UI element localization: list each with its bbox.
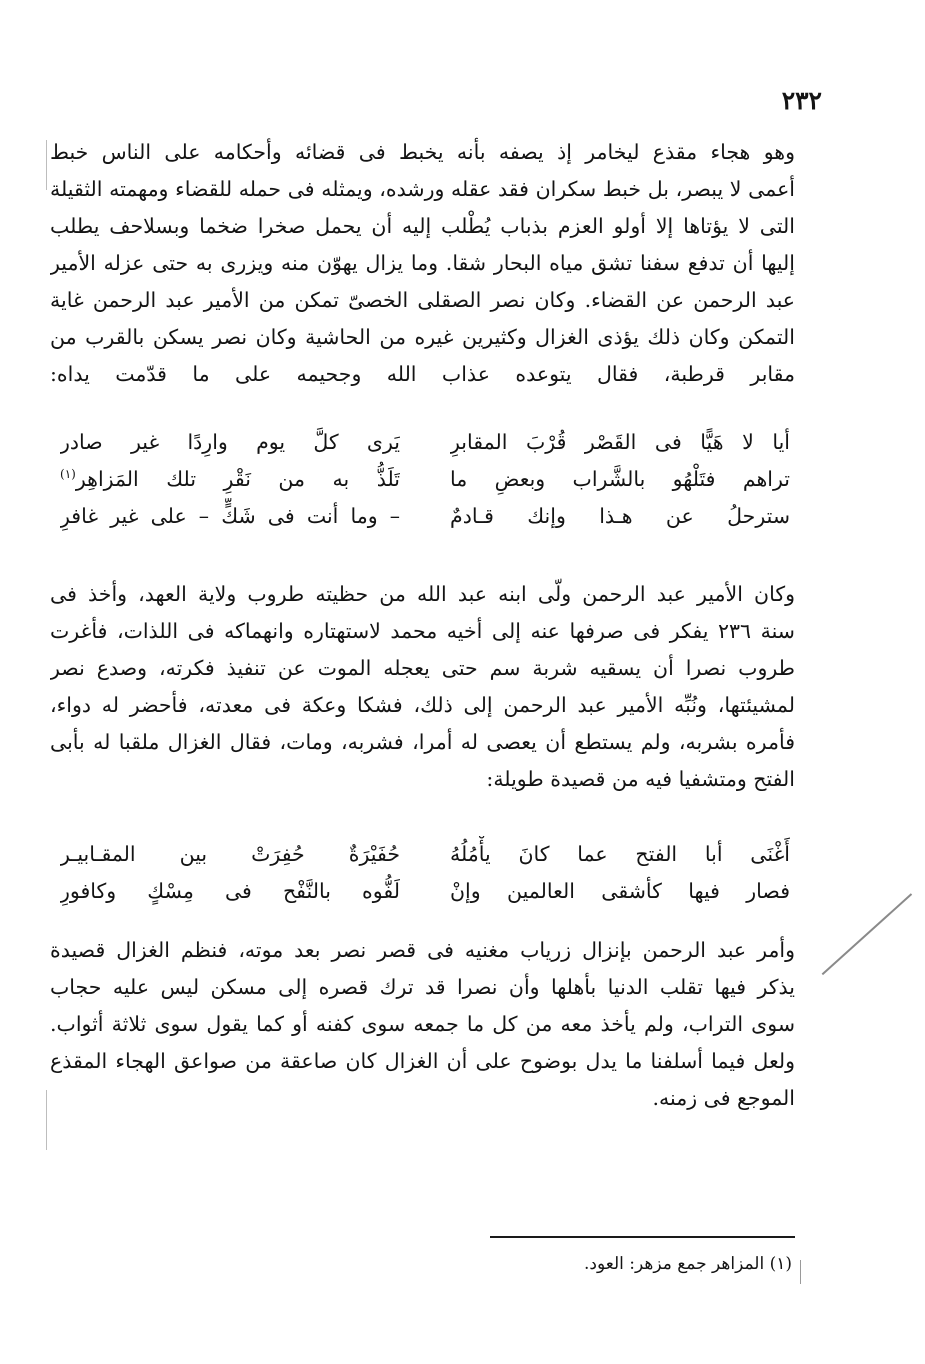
verse-second-hemistich-text: تَلَذُّ به من نَقْرِ تلك المَزاهِر bbox=[75, 467, 400, 491]
footnote-divider bbox=[490, 1236, 795, 1238]
text-line: طروب نصرا أن يسقيه شربة سم حتى يعجله الموت عن تنفيذ فكرته، وصدع نصر bbox=[50, 656, 795, 680]
text-line: مقابر قرطبة، فقال يتوعده عذاب الله وجحيمه على ما قدّمت يداه: bbox=[50, 362, 795, 386]
verse-second-hemistich bbox=[60, 461, 400, 498]
pen-stroke-mark bbox=[822, 893, 912, 974]
verse-first-hemistich: تراهم فتَلْهُو بالشَّراب وبعضِ ما bbox=[450, 467, 790, 491]
poem-2 bbox=[60, 836, 790, 910]
verse bbox=[60, 424, 790, 461]
verse-second-hemistich: حُفَيْرَةٌ حُفِرَتْ بين المقـابيـر bbox=[60, 842, 400, 866]
footnote: (١) المزاهر جمع مزهر: العود. bbox=[583, 1254, 792, 1274]
text-line: التمكن وكان ذلك يؤذى الغزال وكثيرين غيره من الحاشية وكان نصر يسكن بالقرب من bbox=[50, 325, 795, 349]
text-line: التى لا يؤتاها إلا أولو العزم بذباب يُطْلب إليه أن يحمل صخرا ضخما وبسلاحف يطلب bbox=[50, 214, 795, 238]
text-line: عبد الرحمن عن القضاء. وكان نصر الصقلى الخصىّ تمكن من الأمير عبد الرحمن غاية bbox=[50, 288, 795, 312]
verse-first-hemistich: أَغْنَى أبا الفتح عما كانَ يأْمُلُهُ bbox=[450, 842, 790, 866]
verse-first-hemistich: أيا لا هَيًّا فى القَصْر قُرْبَ المقابرِ bbox=[450, 430, 790, 454]
text-line: وكان الأمير عبد الرحمن ولّى ابنه عبد الله من حظيته طروب ولاية العهد، وأخذ فى bbox=[50, 582, 795, 606]
text-line: لمشيئتها، ونُبِّه الأمير عبد الرحمن إلى ذلك، فشكا وعكة فى معدته، فأحضر له دواء، bbox=[50, 693, 795, 717]
verse-second-hemistich: يَرى كلَّ يوم وارِدًا غير صادر bbox=[60, 430, 400, 454]
text-line: إليها أن تدفع سفنا تشق مياه البحار شقا. وما يزال يهوّن منه ويزرى به حتى عزله الأمير bbox=[50, 251, 795, 275]
text-line: الموجع فى زمنه. bbox=[652, 1086, 795, 1110]
text-line: سنة ٢٣٦ يفكر فى صرفها عنه إلى أخيه محمد لاستهتاره وانهماكه فى اللذات، فأغرت bbox=[50, 619, 795, 643]
margin-scan-line bbox=[46, 1090, 47, 1150]
margin-scan-line bbox=[800, 1260, 801, 1284]
text-line: أعمى لا يبصر، بل خبط سكران فقد عقله ورشده، ويمثله فى حمله للقضاء ومهمته الثقيلة bbox=[50, 177, 795, 201]
verse bbox=[60, 461, 790, 498]
footnote-marker: (١) bbox=[60, 467, 76, 482]
verse bbox=[60, 836, 790, 873]
paragraph-3 bbox=[50, 932, 795, 1117]
verse bbox=[60, 873, 790, 910]
text-line: وهو هجاء مقذع ليخامر إذ يصفه بأنه يخبط فى قضائه وأحكامه على الناس خبط bbox=[50, 140, 795, 164]
text-line: سوى التراب، ولم يأخذ معه من كل ما جمعه سوى كفنه أو كما يقول سوى ثلاثة أثواب. bbox=[50, 1012, 795, 1036]
text-line: فأمره بشربه، ولم يستطع أن يعصى له أمرا، فشربه، ومات، فقال الغزال ملقبا له بأبى bbox=[50, 730, 795, 754]
paragraph-1 bbox=[50, 134, 795, 393]
verse-second-hemistich: لَفُّوه بالنَّفْح فى مِسْكٍ وكافورِ bbox=[60, 879, 400, 903]
page-number: ٢٣٢ bbox=[781, 86, 822, 115]
paragraph-2 bbox=[50, 576, 795, 798]
verse bbox=[60, 498, 790, 535]
verse-first-hemistich: فصار فيها كأشقى العالمين وإنْ bbox=[450, 879, 790, 903]
text-line: ولعل فيما أسلفنا ما يدل بوضوح على أن الغزال كان صاعقة من صواعق الهجاء المقذع bbox=[50, 1049, 795, 1073]
verse-second-hemistich: – وما أنت فى شَكٍّ – على غير غافرِ bbox=[60, 504, 400, 528]
text-line: وأمر عبد الرحمن بإنزال زرياب مغنيه فى قصر نصر بعد موته، فنظم الغزال قصيدة bbox=[50, 938, 795, 962]
margin-scan-line bbox=[46, 140, 47, 190]
text-line: يذكر فيها تقلب الدنيا بأهلها وأن نصرا قد ترك قصره إلى مسكن ليس عليه حجاب bbox=[50, 975, 795, 999]
poem-1 bbox=[60, 424, 790, 535]
text-line: الفتح ومتشفيا فيه من قصيدة طويلة: bbox=[486, 767, 795, 791]
verse-first-hemistich: سترحلُ عن هـذا وإنك قـادمٌ bbox=[450, 504, 790, 528]
